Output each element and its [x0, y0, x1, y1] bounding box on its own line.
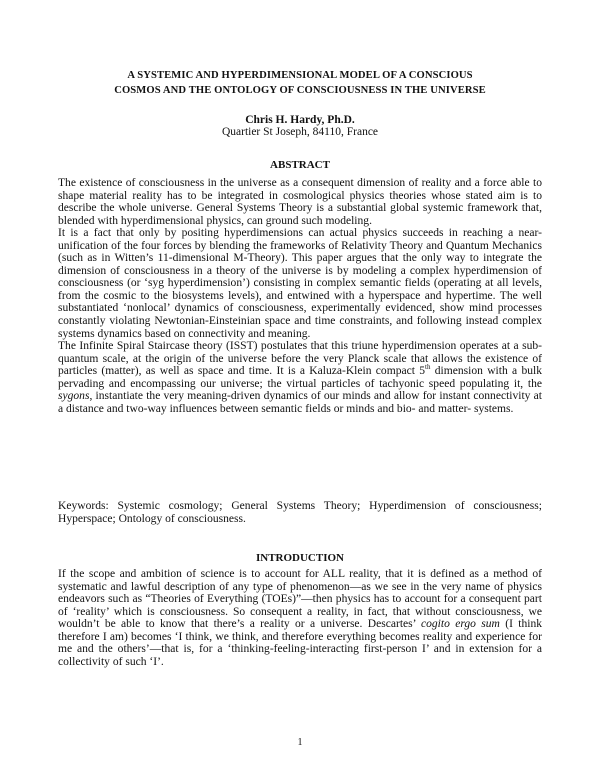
keywords: Keywords: Systemic cosmology; General Systems Theory; Hyperdimension of consciousness; Hyperspace; Ontology of consciousness.: [58, 500, 542, 525]
abstract-body: [58, 177, 542, 415]
abstract-paragraph-3: [58, 340, 542, 415]
title-line-2: COSMOS AND THE ONTOLOGY OF CONSCIOUSNESS IN THE UNIVERSE: [114, 85, 486, 96]
intro-text-1: If the scope and ambition of science is to account for ALL reality, that it is defined as a method of systematic and lawful description of any type of phenomenon—as we see in the very name of physics endeavors such as “Theories of Everything (TOEs)”—then physics has to account for a consequent part of ‘reality’ which is consciousness. So consequent a reality, in fact, that without consciousness, we wouldn’t be able to know that there’s a reality or a universe. Descartes’: [58, 568, 542, 631]
sygons-term: sygons: [58, 390, 90, 403]
abstract-paragraph-1: The existence of consciousness in the universe as a consequent dimension of reality and a force able to shape material reality has to be integrated in cosmological physics theories whose stated aim is to describe the whole universe. General Systems Theory is a substantial global systemic framework that, blended with hyperdimensional physics, can ground such modeling.: [58, 177, 542, 227]
intro-text-2: (I think therefore I am) becomes ‘I think, we think, and therefore everything becomes reality and experience for me and the others’—that is, for a ‘thinking-feeling-interacting first-person I’ and in extension for a collectivity of such ‘I’.: [58, 618, 542, 668]
abstract-paragraph-2: It is a fact that only by positing hyperdimensions can actual physics succeeds in reaching a near-unification of the four forces by blending the frameworks of Relativity Theory and Quantum Mechanics (such as in Witten’s 11-dimensional M-Theory). This paper argues that the only way to integrate the dimension of consciousness in a theory of the universe is by modeling a complex hyperdimension of consciousness (or ‘syg hyperdimension’) consisting in complex semantic fields (operating at all levels, from the cosmic to the biosystems levels), and entwined with a hyperspace and hypertime. The well substantiated ‘nonlocal’ dynamics of consciousness, experimentally evidenced, show mind processes constantly violating Newtonian-Einsteinian space and time constraints, and following instead complex systems dynamics based on connectivity and meaning.: [58, 227, 542, 340]
author-affiliation: Quartier St Joseph, 84110, France: [221, 126, 379, 138]
ordinal-superscript: th: [425, 363, 431, 372]
paper-title: [60, 68, 540, 98]
abstract-p3-text-3: , instantiate the very meaning-driven dynamics of our minds and allow for instant connectivity at a distance and two-way influences between semantic fields or minds and bio- and matter- systems.: [58, 390, 542, 415]
abstract-p3-text-1: The Infinite Spiral Staircase theory (ISST) postulates that this triune hyperdimension operates at a sub-quantum scale, at the origin of the universe before the very Planck scale that allows the existence of particles (matter), as well as space and time. It is a Kaluza-Klein compact 5: [58, 340, 542, 378]
introduction-heading: INTRODUCTION: [255, 552, 344, 564]
abstract-p3-text-2: dimension with a bulk pervading and encompassing our universe; the virtual particles of tachyonic speed populating it, the: [58, 365, 542, 390]
introduction-body: [58, 568, 542, 668]
introduction-paragraph: [58, 568, 542, 668]
author-name: Chris H. Hardy, Ph.D.: [245, 114, 355, 126]
title-line-1: A SYSTEMIC AND HYPERDIMENSIONAL MODEL OF A CONSCIOUS: [127, 70, 473, 81]
cogito-term: cogito ergo sum: [421, 618, 500, 631]
page-number: 1: [297, 737, 303, 748]
abstract-heading: ABSTRACT: [270, 159, 330, 171]
